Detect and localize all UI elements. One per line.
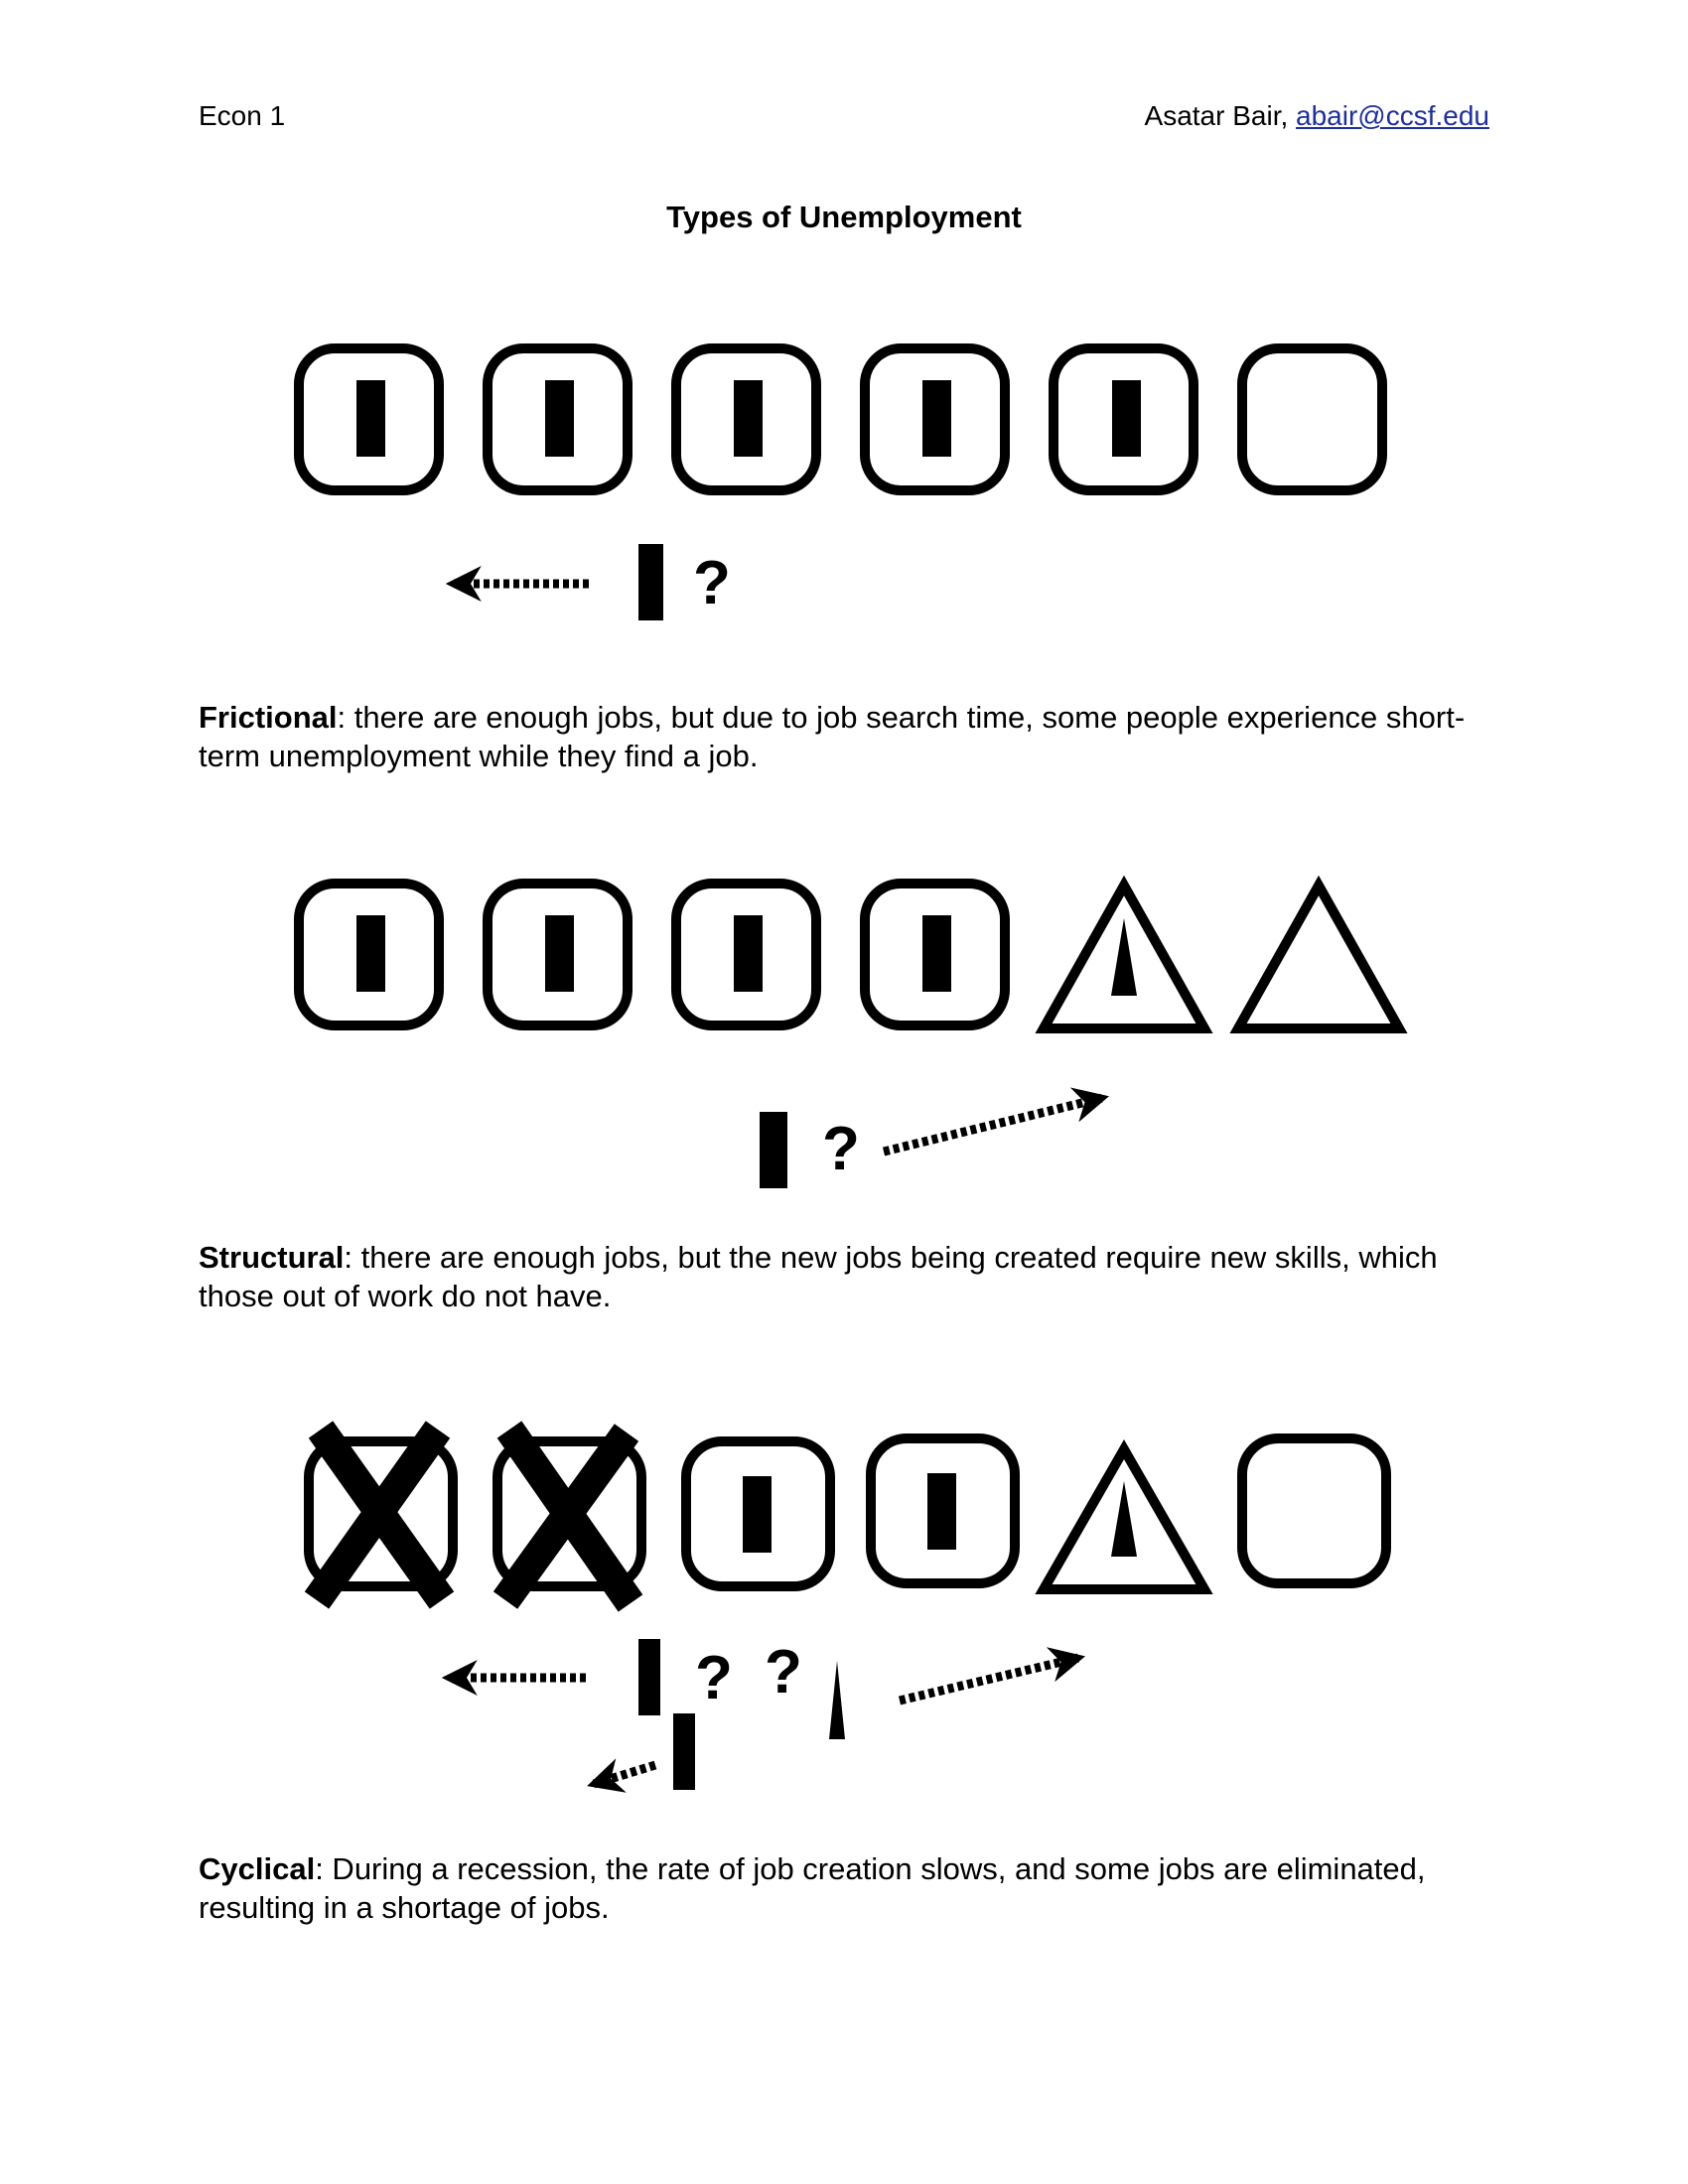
- worker-icon: [356, 380, 385, 457]
- job-slot-eliminated: [309, 1430, 453, 1600]
- dotted-arrow-right-icon: [900, 1658, 1078, 1701]
- author-name: Asatar Bair,: [1144, 100, 1289, 131]
- new-skill-job-filled: [1044, 886, 1204, 1028]
- worker-icon: [638, 544, 663, 620]
- skilled-worker-icon: [829, 1661, 845, 1739]
- worker-icon: [734, 380, 763, 457]
- worker-icon: [743, 1476, 772, 1553]
- term-frictional: Frictional: [199, 700, 338, 735]
- worker-icon: [734, 915, 763, 992]
- new-skill-job-filled: [1044, 1449, 1204, 1589]
- worker-icon: [545, 380, 574, 457]
- definition-structural: [199, 1238, 1499, 1315]
- worker-icon: [673, 1713, 695, 1790]
- worker-icon: [545, 915, 574, 992]
- term-structural: Structural: [199, 1240, 345, 1275]
- skilled-worker-icon: [1111, 918, 1137, 996]
- cyclical-diagram: [0, 1410, 1688, 1817]
- question-mark: ?: [693, 549, 731, 617]
- author-line: [1145, 99, 1489, 133]
- definition-frictional: [199, 698, 1499, 775]
- job-slot-filled: [865, 348, 1005, 490]
- author-email-link[interactable]: abair@ccsf.edu: [1296, 100, 1489, 131]
- question-mark: ?: [822, 1115, 860, 1183]
- definition-text: : there are enough jobs, but the new jobs being created require new skills, which those out of work do not have.: [199, 1240, 1438, 1313]
- job-slot-eliminated: [497, 1430, 641, 1603]
- new-skill-job-open: [1238, 886, 1399, 1028]
- job-slot-filled: [299, 884, 439, 1025]
- job-slot-filled: [676, 884, 816, 1025]
- worker-icon: [1112, 380, 1141, 457]
- dotted-arrow-right-icon: [884, 1098, 1102, 1152]
- dotted-arrow-down-left-icon: [594, 1765, 655, 1784]
- worker-icon: [760, 1112, 787, 1188]
- job-slot-filled: [488, 884, 628, 1025]
- job-slot-filled: [299, 348, 439, 490]
- job-slot-filled: [676, 348, 816, 490]
- course-label: Econ 1: [199, 100, 286, 131]
- question-mark: ?: [695, 1644, 733, 1712]
- worker-icon: [356, 915, 385, 992]
- job-slot-filled: [871, 1438, 1015, 1583]
- worker-icon: [638, 1639, 660, 1715]
- job-slot-open: [1242, 348, 1382, 490]
- term-cyclical: Cyclical: [199, 1851, 316, 1886]
- page-title: Types of Unemployment: [666, 200, 1022, 234]
- definition-text: : During a recession, the rate of job creation slows, and some jobs are eliminated, resulting in a shortage of jobs.: [199, 1851, 1426, 1925]
- worker-icon: [927, 1473, 956, 1550]
- job-slot-filled: [488, 348, 628, 490]
- worker-icon: [922, 380, 951, 457]
- definition-cyclical: [199, 1849, 1499, 1927]
- frictional-diagram: [0, 328, 1688, 645]
- job-slot-open: [1242, 1438, 1386, 1583]
- skilled-worker-icon: [1111, 1481, 1137, 1557]
- job-slot-filled: [865, 884, 1005, 1025]
- structural-diagram: [0, 864, 1688, 1201]
- question-mark: ?: [765, 1638, 802, 1706]
- definition-text: : there are enough jobs, but due to job search time, some people experience short-term unemployment while they find a job.: [199, 700, 1466, 773]
- job-slot-filled: [686, 1441, 830, 1586]
- job-slot-filled: [1054, 348, 1194, 490]
- worker-icon: [922, 915, 951, 992]
